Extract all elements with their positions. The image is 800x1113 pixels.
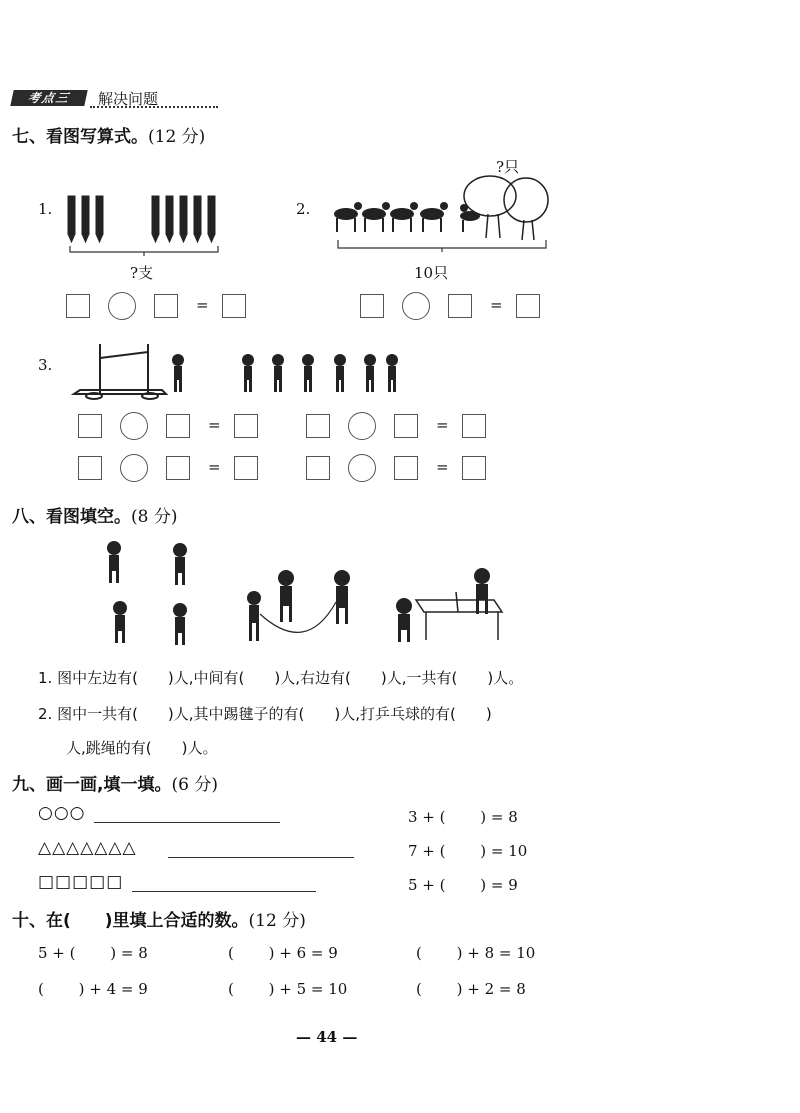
- section-banner: [12, 88, 212, 108]
- circle-shapes: ○○○: [38, 803, 86, 823]
- section-8-heading: 八、看图填空。: [12, 507, 131, 527]
- section-8-question-1: 1. 图中左边有( )人,中间有( )人,右边有( )人,一共有( )人。: [38, 669, 524, 687]
- banner-title: 解决问题: [98, 90, 159, 108]
- brace-2: [338, 240, 546, 248]
- section-10-title: [12, 906, 306, 931]
- answer-box[interactable]: [234, 414, 258, 438]
- answer-box[interactable]: [360, 294, 384, 318]
- fill-equation: 5 + ( ) = 8: [38, 944, 148, 962]
- section-8-question-2b: 人,跳绳的有( )人。: [66, 739, 218, 757]
- fill-equation: ( ) + 8 = 10: [416, 944, 536, 962]
- answer-box[interactable]: [306, 414, 330, 438]
- children-figures: [172, 354, 398, 392]
- section-7-title: [12, 122, 205, 147]
- answer-box[interactable]: [78, 456, 102, 480]
- problem-2-label: 10只: [414, 264, 449, 282]
- banner-dotted-line: [90, 106, 218, 108]
- section-8-question-2a: 2. 图中一共有( )人,其中踢毽子的有( )人,打乒乓球的有( ): [38, 705, 492, 723]
- pencil-group-right: [152, 196, 215, 242]
- drawing-line-3[interactable]: [132, 891, 316, 892]
- operator-circle[interactable]: [108, 292, 136, 320]
- answer-box[interactable]: [66, 294, 90, 318]
- problem-2-top-label: ?只: [496, 158, 520, 176]
- answer-box[interactable]: [516, 294, 540, 318]
- equals-sign: =: [208, 458, 221, 476]
- high-jump-illustration: [66, 340, 416, 402]
- pencils-illustration: [60, 190, 230, 260]
- problem-2-number: 2.: [296, 200, 311, 218]
- answer-box[interactable]: [154, 294, 178, 318]
- problem-1-label: ?支: [130, 264, 154, 282]
- children-activities-illustration: [96, 536, 516, 648]
- fill-equation: ( ) + 6 = 9: [228, 944, 338, 962]
- jump-rope: [260, 602, 336, 632]
- section-9-points: (6 分): [171, 775, 218, 795]
- fill-equation: ( ) + 4 = 9: [38, 980, 148, 998]
- answer-box[interactable]: [222, 294, 246, 318]
- fill-equation: ( ) + 5 = 10: [228, 980, 348, 998]
- drawing-line-2[interactable]: [168, 857, 354, 858]
- answer-box[interactable]: [448, 294, 472, 318]
- shuttlecock-kids: [107, 541, 187, 645]
- section-9-heading: 九、画一画,填一填。: [12, 775, 172, 795]
- section-10-heading: 十、在( )里填上合适的数。: [12, 911, 249, 931]
- answer-box[interactable]: [306, 456, 330, 480]
- equation-row-2: 7 + ( ) = 10: [408, 842, 528, 860]
- drawing-line-1[interactable]: [94, 822, 280, 823]
- answer-box[interactable]: [166, 414, 190, 438]
- operator-circle[interactable]: [120, 412, 148, 440]
- banner-tag: 考点三: [10, 90, 87, 106]
- section-10-points: (12 分): [248, 911, 306, 931]
- equals-sign: =: [436, 458, 449, 476]
- page-number: — 44 —: [296, 1028, 358, 1046]
- answer-box[interactable]: [234, 456, 258, 480]
- deer-trees-illustration: [328, 170, 553, 260]
- equals-sign: =: [196, 296, 209, 314]
- section-8-points: (8 分): [131, 507, 178, 527]
- operator-circle[interactable]: [348, 454, 376, 482]
- equals-sign: =: [208, 416, 221, 434]
- fill-equation: ( ) + 2 = 8: [416, 980, 526, 998]
- section-7-points: (12 分): [148, 127, 206, 147]
- brace-1: [70, 246, 218, 252]
- problem-3-number: 3.: [38, 356, 53, 374]
- pencil-group-left: [68, 196, 103, 242]
- high-jump-bar: [74, 344, 166, 399]
- operator-circle[interactable]: [348, 412, 376, 440]
- equals-sign: =: [436, 416, 449, 434]
- problem-1-number: 1.: [38, 200, 53, 218]
- section-7-heading: 七、看图写算式。: [12, 127, 148, 147]
- answer-box[interactable]: [394, 414, 418, 438]
- answer-box[interactable]: [462, 456, 486, 480]
- operator-circle[interactable]: [402, 292, 430, 320]
- ping-pong-table: [416, 592, 502, 640]
- trees: [464, 176, 548, 240]
- deer-group: [334, 202, 448, 232]
- square-shapes: □□□□□: [38, 872, 124, 892]
- equals-sign: =: [490, 296, 503, 314]
- operator-circle[interactable]: [120, 454, 148, 482]
- triangle-shapes: △△△△△△△: [38, 838, 137, 858]
- answer-box[interactable]: [462, 414, 486, 438]
- answer-box[interactable]: [166, 456, 190, 480]
- equation-row-1: 3 + ( ) = 8: [408, 808, 518, 826]
- answer-box[interactable]: [78, 414, 102, 438]
- section-8-title: [12, 502, 177, 527]
- section-9-title: [12, 770, 218, 795]
- equation-row-3: 5 + ( ) = 9: [408, 876, 518, 894]
- answer-box[interactable]: [394, 456, 418, 480]
- ping-pong-kids: [396, 568, 490, 642]
